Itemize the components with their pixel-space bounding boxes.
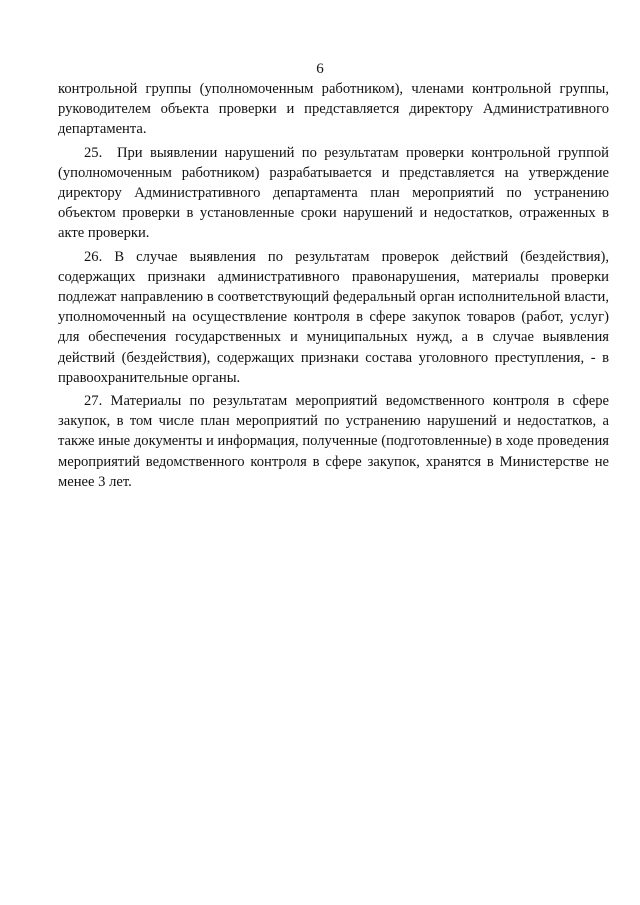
paragraph-continuation: контрольной группы (уполномоченным работником), членами контрольной группы, руководителем объекта проверки и представляется директору Административного департамента.: [58, 81, 609, 138]
page-number: 6: [316, 61, 324, 77]
paragraph-27: 27. Материалы по результатам мероприятий ведомственного контроля в сфере закупок, в том числе план мероприятий по устранению нарушений и недостатков, а также иные документы и информация, полученные (подготовленные) в ходе проведения мероприятий ведомственного контроля в сфере закупок, хранятся в Министерстве не менее 3 лет.: [58, 393, 609, 490]
document-body: [58, 79, 609, 495]
paragraph-26: 26. В случае выявления по результатам проверок действий (бездействия), содержащих признаки административного правонарушения, материалы проверки подлежат направлению в соответствующий федеральный орган исполнительной власти, уполномоченный на осуществление контроля в сфере закупок товаров (работ, услуг) для обеспечения государственных и муниципальных нужд, а в случае выявления действий (бездействия), содержащих признаки состава уголовного преступления, - в правоохранительные органы.: [58, 248, 609, 386]
paragraph-25: 25. При выявлении нарушений по результатам проверки контрольной группой (уполномоченным работником) разрабатывается и представляется на утверждение директору Административного департамента план мероприятий по устранению объектом проверки в установленные сроки нарушений и недостатков, отраженных в акте проверки.: [58, 144, 609, 242]
